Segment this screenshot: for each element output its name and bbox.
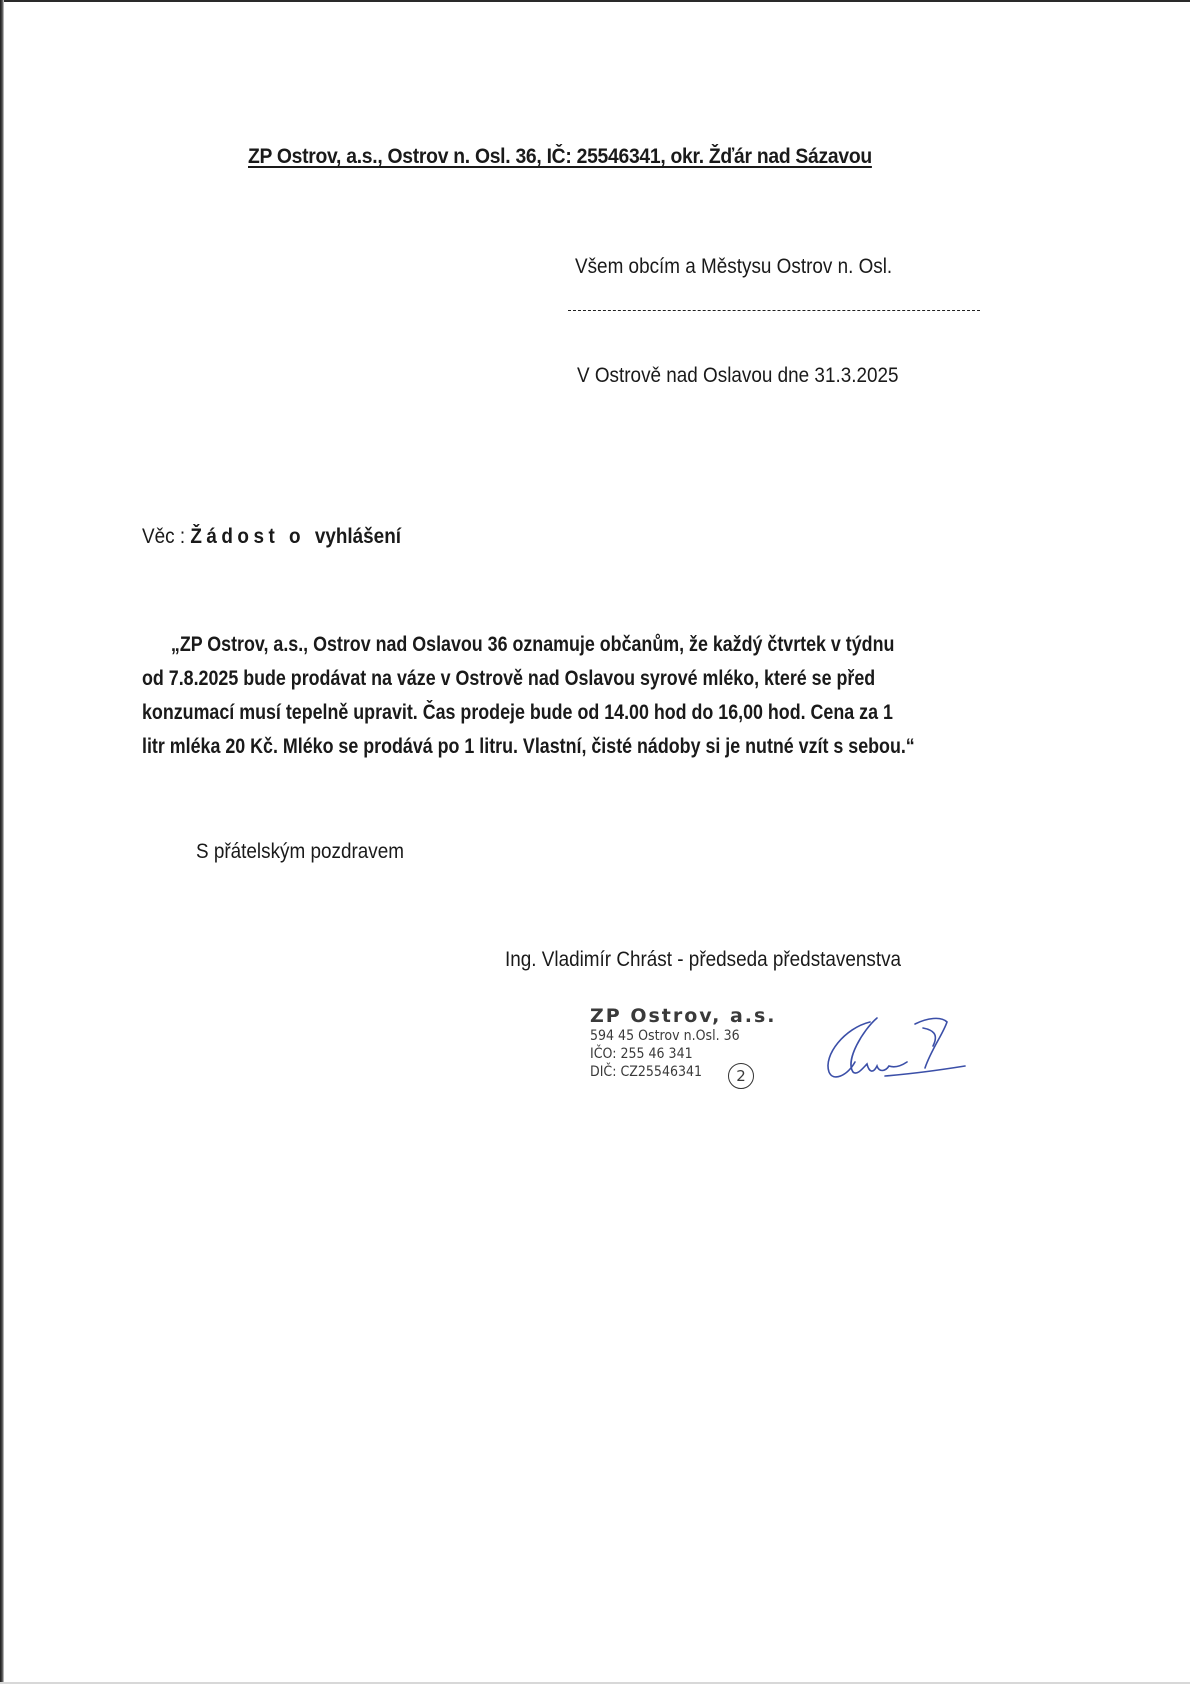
subject-label: Věc : bbox=[142, 525, 191, 548]
stamp-title: ZP Ostrov, a.s. bbox=[590, 1005, 777, 1027]
subject-word: Žádost bbox=[190, 525, 280, 548]
body-line: litr mléka 20 Kč. Mléko se prodává po 1 litru. Vlastní, čisté nádoby si je nutné vzít s sebou.“ bbox=[142, 735, 915, 758]
body-line: od 7.8.2025 bude prodávat na váze v Ostrově nad Oslavou syrové mléko, které se před bbox=[142, 667, 876, 690]
stamp-number-circle: 2 bbox=[728, 1063, 754, 1089]
scan-edge-top bbox=[0, 0, 1190, 2]
handwritten-signature-icon bbox=[815, 1010, 970, 1090]
body-line: „ZP Ostrov, a.s., Ostrov nad Oslavou 36 oznamuje občanům, že každý čtvrtek v týdnu bbox=[170, 633, 895, 656]
stamp-dic: DIČ: CZ25546341 bbox=[590, 1064, 703, 1080]
company-stamp bbox=[590, 1005, 777, 1085]
signatory: Ing. Vladimír Chrást - předseda představenstva bbox=[505, 948, 902, 971]
stamp-address: 594 45 Ostrov n.Osl. 36 bbox=[590, 1028, 740, 1044]
place-date: V Ostrově nad Oslavou dne 31.3.2025 bbox=[577, 364, 899, 387]
body-line: konzumací musí tepelně upravit. Čas prodeje bude od 14.00 hod do 16,00 hod. Cena za 1 bbox=[142, 701, 893, 724]
scan-edge-left bbox=[0, 0, 4, 1684]
separator-line bbox=[568, 310, 980, 311]
announcement-body bbox=[142, 628, 1062, 764]
subject-line bbox=[142, 525, 401, 549]
subject-rest: vyhlášení bbox=[314, 525, 402, 548]
letterhead: ZP Ostrov, a.s., Ostrov n. Osl. 36, IČ: 25546341, okr. Žďár nad Sázavou bbox=[248, 145, 872, 168]
greeting: S přátelským pozdravem bbox=[196, 840, 404, 863]
stamp-ico: IČO: 255 46 341 bbox=[590, 1046, 693, 1062]
recipient: Všem obcím a Městysu Ostrov n. Osl. bbox=[575, 255, 893, 278]
subject-connector: o bbox=[279, 525, 315, 548]
